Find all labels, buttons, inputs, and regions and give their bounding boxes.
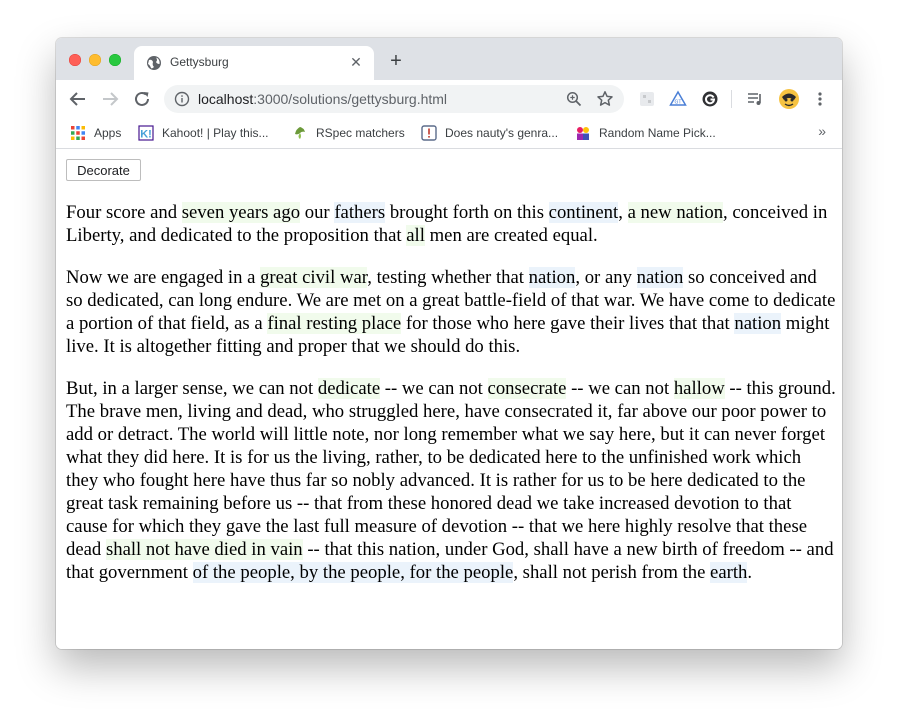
- speech-text-run: , shall not perish from the: [513, 562, 711, 583]
- tab-gettysburg[interactable]: [134, 46, 374, 80]
- bookmark-rspec[interactable]: [292, 123, 405, 143]
- speech-text-run: for those who here gave their lives that that: [401, 313, 735, 334]
- bookmark-apps[interactable]: [70, 123, 121, 143]
- highlighted-phrase-green: seven years ago: [181, 202, 301, 223]
- profile-avatar-icon[interactable]: [778, 88, 800, 110]
- highlighted-phrase-green: a new nation: [627, 202, 724, 223]
- bookmarks-bar: [56, 118, 842, 149]
- rspec-icon: [292, 125, 308, 141]
- speech-text-run: But, in a larger sense, we can not: [66, 378, 318, 399]
- highlighted-phrase-blue: of the people, by the people, for the people: [192, 562, 514, 583]
- highlighted-phrase-green: dedicate: [317, 378, 381, 399]
- bookmark-stackexchange[interactable]: [421, 123, 558, 143]
- random-name-icon: [575, 125, 591, 141]
- highlighted-phrase-green: consecrate: [487, 378, 567, 399]
- bookmark-kahoot[interactable]: [138, 123, 269, 143]
- speech-text-run: might live. It is altogether fitting and proper that we should do this.: [66, 313, 830, 357]
- speech-text-run: .: [747, 562, 753, 583]
- drive-extension-icon[interactable]: [669, 90, 687, 108]
- window-maximize-button[interactable]: [109, 54, 121, 66]
- url-path: :3000/solutions/gettysburg.html: [253, 91, 448, 107]
- highlighted-phrase-blue: continent: [548, 202, 619, 223]
- speech-text-run: our: [300, 202, 335, 223]
- highlighted-phrase-green: great civil war: [260, 267, 368, 288]
- speech-text-run: , or any: [575, 267, 637, 288]
- speech-text-run: -- this ground. The brave men, living and dead, who struggled here, have consecrated it, far above our poor power to add or detract. The world will little note, nor long remember what we say here, but it can never forget what they did here. It is for us the living, rather, to be dedicated here to the unfinished work which they who fought here have thus far so nobly advanced. It is rather for us to be here dedicated to the great task remaining before us -- that from these honored dead we take increased devotion to that cause for which they gave the last full measure of devotion -- that we here highly resolve that these dead: [66, 378, 836, 560]
- zoom-icon[interactable]: [566, 91, 582, 107]
- decorate-button[interactable]: Decorate: [66, 159, 141, 181]
- speech-text-run: brought forth on this: [385, 202, 549, 223]
- speech-text-run: ,: [618, 202, 628, 223]
- back-arrow-icon[interactable]: [67, 88, 89, 110]
- toolbar: [56, 80, 842, 118]
- new-tab-icon[interactable]: +: [390, 50, 402, 72]
- speech-text-run: -- that this nation, under God, shall have a new birth of freedom -- and that government: [66, 539, 834, 583]
- highlighted-phrase-blue: earth: [710, 562, 748, 583]
- highlighted-phrase-green: hallow: [673, 378, 725, 399]
- highlighted-phrase-blue: fathers: [334, 202, 386, 223]
- bookmarks-overflow-icon[interactable]: »: [818, 123, 826, 139]
- highlighted-phrase-blue: nation: [636, 267, 684, 288]
- browser-window: [56, 38, 842, 649]
- toolbar-divider: [731, 90, 732, 108]
- speech-text-run: Four score and: [66, 202, 182, 223]
- tab-strip: [56, 38, 842, 80]
- tab-title: Gettysburg: [170, 55, 229, 69]
- speech-text-run: men are created equal.: [424, 225, 598, 246]
- speech-text: [66, 201, 836, 603]
- forward-arrow-icon[interactable]: [99, 88, 121, 110]
- stackexchange-icon: [421, 125, 437, 141]
- bookmark-label: Apps: [94, 126, 122, 140]
- speech-text-run: -- we can not: [380, 378, 488, 399]
- speech-paragraph: [66, 377, 836, 584]
- url-text[interactable]: [198, 91, 447, 107]
- url-host: localhost: [198, 91, 254, 107]
- media-queue-icon[interactable]: [746, 90, 764, 108]
- bookmark-star-icon[interactable]: [596, 90, 614, 108]
- highlighted-phrase-green: all: [406, 225, 425, 246]
- speech-text-run: Now we are engaged in a: [66, 267, 261, 288]
- bookmark-random-name[interactable]: [575, 123, 716, 143]
- speech-text-run: so conceived and so dedicated, can long endure. We are met on a great battle-field of that war. We have come to dedicate a portion of that field, as a: [66, 267, 836, 334]
- grammarly-icon[interactable]: [701, 90, 719, 108]
- window-close-button[interactable]: [69, 54, 81, 66]
- info-icon[interactable]: [174, 91, 190, 107]
- bookmark-label: Random Name Pick...: [599, 126, 716, 140]
- globe-icon: [146, 55, 162, 71]
- bookmark-label: RSpec matchers: [316, 126, 405, 140]
- window-minimize-button[interactable]: [89, 54, 101, 66]
- highlighted-phrase-green: shall not have died in vain: [105, 539, 303, 560]
- reload-icon[interactable]: [131, 88, 153, 110]
- tab-close-icon[interactable]: ✕: [350, 54, 362, 70]
- apps-grid-icon: [70, 125, 86, 141]
- speech-paragraph: [66, 266, 836, 358]
- extension-grid-icon[interactable]: [638, 90, 656, 108]
- bookmark-label: Does nauty's genra...: [445, 126, 559, 140]
- menu-kebab-icon[interactable]: [811, 90, 829, 108]
- highlighted-phrase-blue: nation: [528, 267, 576, 288]
- kahoot-icon: [138, 125, 154, 141]
- address-bar[interactable]: [164, 85, 624, 113]
- bookmark-label: Kahoot! | Play this...: [162, 126, 269, 140]
- speech-paragraph: [66, 201, 836, 247]
- speech-text-run: , testing whether that: [367, 267, 529, 288]
- speech-text-run: -- we can not: [566, 378, 674, 399]
- highlighted-phrase-green: final resting place: [267, 313, 402, 334]
- highlighted-phrase-blue: nation: [734, 313, 782, 334]
- speech-text-run: , conceived in Liberty, and dedicated to the proposition that: [66, 202, 828, 246]
- svg-text:GT: GT: [674, 99, 682, 106]
- svg-text:K!: K!: [140, 128, 152, 141]
- page-content: [56, 149, 842, 649]
